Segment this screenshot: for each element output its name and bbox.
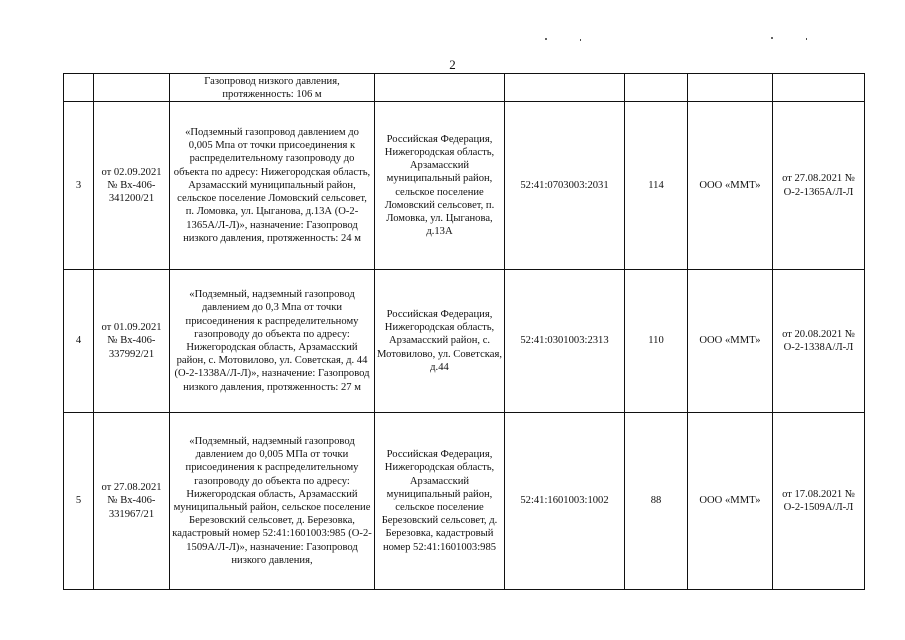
cell-num: 4 [64,270,94,413]
cell-num: 3 [64,102,94,270]
cell-request: от 01.09.2021 № Вх-406-337992/21 [94,270,170,413]
cell-owner: ООО «ММТ» [688,270,773,413]
cell-contract: от 27.08.2021 № О-2-1365А/Л-Л [773,102,865,270]
cell-contract: от 20.08.2021 № О-2-1338А/Л-Л [773,270,865,413]
scan-speck [580,39,581,41]
cell-num [64,74,94,102]
cell-contract [773,74,865,102]
scan-speck [806,38,807,40]
cell-owner [688,74,773,102]
registry-table [63,73,865,590]
table-row-continued [64,74,865,102]
cell-description: «Подземный, надземный газопровод давлением до 0,005 МПа от точки присоединения к распределительному газопроводу до объекта по адресу: Нижегородская область, Арзамасский муниципальный район, сельское поселение Березовский сельсовет, д. Березовка, кадастровый номер 52:41:1601003:985 (О-2-1509А/Л-Л)», назначение: Газопровод низкого давления, [170,413,375,590]
cell-cadastral: 52:41:1601003:1002 [505,413,625,590]
cell-owner: ООО «ММТ» [688,413,773,590]
page-number: 2 [449,57,456,72]
cell-location [375,74,505,102]
scan-speck [545,38,547,40]
cell-location: Российская Федерация, Нижегородская область, Арзамасский муниципальный район, сельское поселение Ломовский сельсовет, п. Ломовка, ул. Цыганова, д.13А [375,102,505,270]
cell-description: Газопровод низкого давления, протяженность: 106 м [170,74,375,102]
cell-location: Российская Федерация, Нижегородская область, Арзамасский район, с. Мотовилово, ул. Советская, д.44 [375,270,505,413]
cell-cadastral: 52:41:0703003:2031 [505,102,625,270]
cell-area [625,74,688,102]
table-row [64,413,865,590]
cell-description: «Подземный газопровод давлением до 0,005 Мпа от точки присоединения к распределительному газопроводу до объекта по адресу: Нижегородская область, Арзамасский муниципальный район, сельское поселение Ломовский сельсовет, п. Ломовка, ул. Цыганова, д.13А (О-2-1365А/Л-Л)», назначение: Газопровод низкого давления, протяженность: 24 м [170,102,375,270]
cell-description: «Подземный, надземный газопровод давлением до 0,3 Мпа от точки присоединения к распределительному газопроводу до объекта по адресу: Нижегородская область, Арзамасский район, с. Мотовилово, ул. Советская, д. 44 (О-2-1338А/Л-Л)», назначение: Газопровод низкого давления, протяженность: 27 м [170,270,375,413]
cell-cadastral: 52:41:0301003:2313 [505,270,625,413]
cell-area: 88 [625,413,688,590]
cell-area: 110 [625,270,688,413]
cell-area: 114 [625,102,688,270]
cell-num: 5 [64,413,94,590]
table-row [64,102,865,270]
cell-owner: ООО «ММТ» [688,102,773,270]
cell-cadastral [505,74,625,102]
scan-speck [771,37,773,39]
cell-request: от 27.08.2021 № Вх-406-331967/21 [94,413,170,590]
cell-request: от 02.09.2021 № Вх-406-341200/21 [94,102,170,270]
cell-contract: от 17.08.2021 № О-2-1509А/Л-Л [773,413,865,590]
cell-request [94,74,170,102]
cell-location: Российская Федерация, Нижегородская область, Арзамасский муниципальный район, сельское поселение Березовский сельсовет, д. Березовка, кадастровый номер 52:41:1601003:985 [375,413,505,590]
table-row [64,270,865,413]
